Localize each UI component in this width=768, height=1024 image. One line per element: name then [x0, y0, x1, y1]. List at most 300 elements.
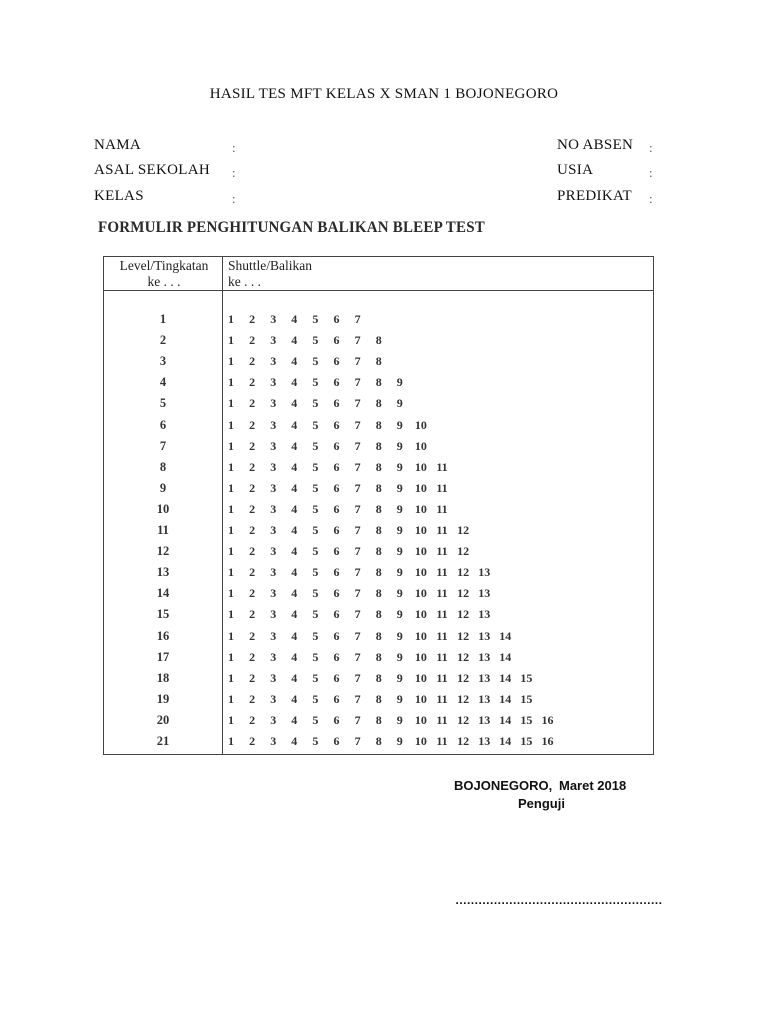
- shuttle-number: 7: [354, 396, 361, 411]
- shuttle-number: 3: [270, 607, 277, 622]
- shuttle-number: 12: [457, 712, 470, 727]
- shuttle-number: 4: [291, 375, 298, 390]
- header-shuttle-line2: ke . . .: [228, 274, 261, 289]
- shuttle-number: 1: [228, 628, 234, 643]
- shuttle-number: 10: [414, 438, 427, 453]
- table-row: [104, 669, 653, 689]
- shuttle-number: 15: [520, 712, 533, 727]
- shuttle-number: 14: [499, 670, 512, 685]
- shuttle-number: 4: [291, 459, 298, 474]
- shuttle-number: 7: [354, 417, 361, 432]
- table-row: [104, 563, 653, 583]
- shuttle-number: 4: [291, 438, 298, 453]
- shuttle-number: 1: [228, 607, 234, 622]
- level-cell: 7: [159, 438, 167, 453]
- shuttle-number: 7: [354, 312, 361, 326]
- shuttle-number: 4: [291, 565, 298, 580]
- shuttle-number: 11: [436, 565, 448, 580]
- table-row: [104, 394, 653, 414]
- level-cell: 5: [159, 396, 167, 411]
- shuttle-number: 8: [375, 354, 382, 369]
- shuttle-number: 7: [354, 544, 361, 559]
- field-label-usia: USIA: [557, 162, 594, 178]
- shuttle-number: 1: [228, 501, 234, 516]
- shuttle-number: 6: [333, 691, 340, 706]
- shuttle-number: 2: [249, 565, 256, 580]
- shuttle-number: 13: [478, 628, 491, 643]
- shuttle-number: 10: [414, 459, 427, 474]
- shuttle-number: 15: [520, 691, 533, 706]
- shuttle-number: 3: [270, 544, 277, 559]
- level-cell: 11: [157, 523, 169, 537]
- shuttle-number: 1: [228, 396, 234, 411]
- level-cell: 9: [159, 480, 167, 495]
- shuttle-number: 5: [312, 480, 319, 495]
- shuttle-number: 1: [228, 565, 234, 580]
- shuttle-number: 12: [457, 607, 470, 622]
- field-colon-no-absen: :: [649, 140, 653, 155]
- shuttle-number: 1: [228, 333, 234, 348]
- shuttle-number: 1: [228, 734, 234, 748]
- field-colon-usia: :: [649, 165, 653, 180]
- shuttle-number: 5: [312, 438, 319, 453]
- shuttle-number: 12: [457, 523, 470, 537]
- shuttle-number: 2: [249, 544, 256, 559]
- shuttle-number: 2: [249, 480, 256, 495]
- shuttle-number: 4: [291, 734, 298, 748]
- shuttle-number: 7: [354, 459, 361, 474]
- shuttle-number: 10: [414, 565, 427, 580]
- shuttle-number: 5: [312, 375, 319, 390]
- shuttle-number: 10: [414, 586, 427, 601]
- shuttle-number: 13: [478, 712, 491, 727]
- level-cell: 12: [156, 544, 170, 559]
- shuttle-number: 9: [396, 734, 403, 748]
- shuttle-number: 4: [291, 691, 298, 706]
- field-colon-kelas: :: [232, 191, 236, 206]
- shuttle-number: 11: [436, 586, 448, 601]
- signature-date: Maret 2018: [559, 778, 627, 793]
- shuttle-number: 9: [396, 670, 403, 685]
- shuttle-number: 2: [249, 734, 256, 748]
- shuttle-number: 1: [228, 438, 234, 453]
- signature-role: Penguji: [518, 796, 565, 811]
- shuttle-number: 2: [249, 586, 256, 601]
- shuttle-number: 9: [396, 565, 403, 580]
- level-cell: 18: [156, 670, 170, 685]
- shuttle-number: 6: [333, 438, 340, 453]
- shuttle-number: 14: [499, 691, 512, 706]
- shuttle-number: 7: [354, 375, 361, 390]
- shuttle-number: 8: [375, 691, 382, 706]
- shuttle-number: 10: [414, 501, 427, 516]
- shuttle-number: 4: [291, 649, 298, 664]
- shuttle-number: 11: [436, 628, 448, 643]
- shuttle-number: 5: [312, 628, 319, 643]
- table-row: [104, 479, 653, 499]
- table-row: [104, 310, 653, 330]
- shuttle-number: 3: [270, 417, 277, 432]
- bleep-test-table: [103, 256, 654, 755]
- shuttle-number: 2: [249, 354, 256, 369]
- shuttle-number: 3: [270, 459, 277, 474]
- shuttle-number: 8: [375, 544, 382, 559]
- shuttle-number: 10: [414, 628, 427, 643]
- shuttle-number: 3: [270, 734, 277, 748]
- shuttle-number: 6: [333, 501, 340, 516]
- shuttle-number: 7: [354, 438, 361, 453]
- shuttle-number: 7: [354, 523, 361, 537]
- shuttle-number: 2: [249, 649, 256, 664]
- shuttle-number: 10: [414, 607, 427, 622]
- shuttle-number: 2: [249, 712, 256, 727]
- shuttle-number: 2: [249, 523, 256, 537]
- shuttle-number: 5: [312, 396, 319, 411]
- shuttle-number: 8: [375, 649, 382, 664]
- shuttle-number: 3: [270, 691, 277, 706]
- shuttle-number: 16: [541, 734, 554, 748]
- shuttle-number: 4: [291, 480, 298, 495]
- shuttle-number: 13: [478, 607, 491, 622]
- shuttle-number: 7: [354, 565, 361, 580]
- shuttle-number: 3: [270, 586, 277, 601]
- shuttle-number: 2: [249, 375, 256, 390]
- level-cell: 16: [156, 628, 170, 643]
- signature-place: BOJONEGORO,: [454, 778, 553, 793]
- shuttle-number: 7: [354, 712, 361, 727]
- shuttle-number: 5: [312, 586, 319, 601]
- level-cell: 19: [156, 691, 170, 706]
- shuttle-number: 4: [291, 417, 298, 432]
- table-row: [104, 627, 653, 647]
- shuttle-number: 2: [249, 417, 256, 432]
- table-row: [104, 331, 653, 351]
- table-row: [104, 437, 653, 457]
- shuttle-number: 6: [333, 628, 340, 643]
- shuttle-number: 7: [354, 649, 361, 664]
- shuttle-number: 8: [375, 607, 382, 622]
- shuttle-number: 10: [414, 734, 427, 748]
- shuttle-number: 9: [396, 375, 403, 390]
- shuttle-number: 6: [333, 417, 340, 432]
- field-colon-predikat: :: [649, 191, 653, 206]
- shuttle-number: 5: [312, 649, 319, 664]
- shuttle-number: 9: [396, 712, 403, 727]
- shuttle-number: 9: [396, 691, 403, 706]
- page-title: HASIL TES MFT KELAS X SMAN 1 BOJONEGORO: [209, 86, 559, 102]
- shuttle-number: 5: [312, 565, 319, 580]
- table-row: [104, 605, 653, 625]
- shuttle-number: 5: [312, 459, 319, 474]
- shuttle-number: 8: [375, 501, 382, 516]
- level-cell: 20: [156, 712, 170, 727]
- shuttle-number: 10: [414, 712, 427, 727]
- shuttle-number: 3: [270, 438, 277, 453]
- shuttle-number: 4: [291, 712, 298, 727]
- shuttle-number: 11: [436, 501, 448, 516]
- shuttle-number: 10: [414, 480, 427, 495]
- shuttle-number: 11: [436, 544, 448, 559]
- shuttle-number: 2: [249, 628, 256, 643]
- shuttle-number: 14: [499, 628, 512, 643]
- shuttle-number: 5: [312, 333, 319, 348]
- shuttle-number: 6: [333, 459, 340, 474]
- shuttle-number: 1: [228, 544, 234, 559]
- table-row: [104, 732, 653, 752]
- shuttle-number: 6: [333, 396, 340, 411]
- table-row: [104, 352, 653, 372]
- shuttle-number: 2: [249, 501, 256, 516]
- shuttle-number: 9: [396, 649, 403, 664]
- level-cell: 15: [156, 607, 170, 622]
- level-cell: 14: [156, 586, 170, 601]
- field-label-no-absen: NO ABSEN: [557, 137, 634, 153]
- field-colon-nama: :: [232, 140, 236, 155]
- signature-line: ………………………………………………: [455, 893, 662, 907]
- shuttle-number: 7: [354, 586, 361, 601]
- shuttle-number: 12: [457, 544, 470, 559]
- shuttle-number: 3: [270, 649, 277, 664]
- shuttle-number: 7: [354, 734, 361, 748]
- shuttle-number: 3: [270, 333, 277, 348]
- shuttle-number: 5: [312, 312, 319, 326]
- shuttle-number: 11: [436, 734, 448, 748]
- shuttle-number: 14: [499, 734, 512, 748]
- shuttle-number: 4: [291, 501, 298, 516]
- shuttle-number: 3: [270, 375, 277, 390]
- shuttle-number: 9: [396, 417, 403, 432]
- shuttle-number: 13: [478, 586, 491, 601]
- shuttle-number: 9: [396, 544, 403, 559]
- shuttle-number: 12: [457, 670, 470, 685]
- shuttle-number: 12: [457, 586, 470, 601]
- shuttle-number: 2: [249, 333, 256, 348]
- shuttle-number: 4: [291, 523, 298, 537]
- field-label-nama: NAMA: [94, 137, 142, 153]
- shuttle-number: 11: [436, 649, 448, 664]
- shuttle-number: 3: [270, 565, 277, 580]
- level-cell: 4: [159, 375, 167, 390]
- shuttle-number: 6: [333, 480, 340, 495]
- shuttle-number: 6: [333, 607, 340, 622]
- level-cell: 10: [156, 501, 170, 516]
- shuttle-number: 9: [396, 501, 403, 516]
- header-level: [108, 258, 220, 290]
- shuttle-number: 1: [228, 375, 234, 390]
- form-title: FORMULIR PENGHITUNGAN BALIKAN BLEEP TEST: [98, 219, 485, 237]
- table-row: [104, 373, 653, 393]
- shuttle-number: 1: [228, 670, 234, 685]
- shuttle-number: 9: [396, 523, 403, 537]
- table-row: [104, 500, 653, 520]
- shuttle-number: 3: [270, 670, 277, 685]
- shuttle-number: 7: [354, 501, 361, 516]
- shuttle-number: 8: [375, 438, 382, 453]
- shuttle-number: 1: [228, 312, 234, 326]
- shuttle-number: 4: [291, 607, 298, 622]
- shuttle-number: 16: [541, 712, 554, 727]
- shuttle-number: 1: [228, 354, 234, 369]
- shuttle-number: 12: [457, 628, 470, 643]
- level-cell: 8: [159, 459, 167, 474]
- shuttle-number: 6: [333, 354, 340, 369]
- table-row: [104, 711, 653, 731]
- shuttle-number: 9: [396, 438, 403, 453]
- shuttle-number: 2: [249, 607, 256, 622]
- table-row: [104, 416, 653, 436]
- shuttle-number: 6: [333, 565, 340, 580]
- shuttle-number: 1: [228, 417, 234, 432]
- shuttle-number: 6: [333, 712, 340, 727]
- shuttle-number: 4: [291, 333, 298, 348]
- shuttle-number: 5: [312, 417, 319, 432]
- shuttle-number: 5: [312, 523, 319, 537]
- shuttle-number: 4: [291, 544, 298, 559]
- shuttle-number: 5: [312, 670, 319, 685]
- table-row: [104, 648, 653, 668]
- shuttle-number: 15: [520, 670, 533, 685]
- table-row: [104, 458, 653, 478]
- shuttle-number: 1: [228, 649, 234, 664]
- header-level-line1: Level/Tingkatan: [119, 258, 209, 273]
- shuttle-number: 10: [414, 649, 427, 664]
- shuttle-number: 8: [375, 523, 382, 537]
- shuttle-number: 13: [478, 691, 491, 706]
- shuttle-number: 8: [375, 396, 382, 411]
- level-cell: 21: [156, 734, 170, 748]
- shuttle-number: 11: [436, 712, 448, 727]
- shuttle-number: 7: [354, 607, 361, 622]
- shuttle-number: 9: [396, 480, 403, 495]
- shuttle-number: 8: [375, 333, 382, 348]
- table-row: [104, 542, 653, 562]
- shuttle-number: 5: [312, 712, 319, 727]
- shuttle-number: 10: [414, 417, 427, 432]
- shuttle-number: 4: [291, 628, 298, 643]
- shuttle-number: 12: [457, 565, 470, 580]
- shuttle-number: 5: [312, 691, 319, 706]
- shuttle-number: 11: [436, 691, 448, 706]
- shuttle-number: 2: [249, 670, 256, 685]
- field-label-kelas: KELAS: [94, 188, 144, 204]
- shuttle-number: 4: [291, 354, 298, 369]
- field-label-asal-sekolah: ASAL SEKOLAH: [94, 162, 210, 178]
- shuttle-number: 8: [375, 712, 382, 727]
- shuttle-number: 12: [457, 649, 470, 664]
- level-cell: 1: [159, 312, 167, 326]
- table-row: [104, 584, 653, 604]
- shuttle-number: 11: [436, 670, 448, 685]
- shuttle-number: 6: [333, 333, 340, 348]
- shuttle-number: 8: [375, 734, 382, 748]
- shuttle-number: 4: [291, 670, 298, 685]
- shuttle-number: 8: [375, 670, 382, 685]
- shuttle-number: 3: [270, 523, 277, 537]
- shuttle-number: 7: [354, 333, 361, 348]
- shuttle-number: 2: [249, 312, 256, 326]
- shuttle-number: 8: [375, 417, 382, 432]
- level-cell: 6: [159, 417, 167, 432]
- shuttle-number: 8: [375, 565, 382, 580]
- shuttle-number: 11: [436, 607, 448, 622]
- shuttle-number: 6: [333, 375, 340, 390]
- shuttle-number: 3: [270, 712, 277, 727]
- shuttle-number: 8: [375, 628, 382, 643]
- shuttle-number: 6: [333, 523, 340, 537]
- level-cell: 3: [159, 354, 167, 369]
- shuttle-number: 6: [333, 586, 340, 601]
- shuttle-number: 1: [228, 459, 234, 474]
- shuttle-number: 3: [270, 312, 277, 326]
- level-cell: 2: [159, 333, 167, 348]
- shuttle-number: 5: [312, 354, 319, 369]
- shuttle-number: 14: [499, 649, 512, 664]
- shuttle-number: 6: [333, 544, 340, 559]
- shuttle-number: 5: [312, 734, 319, 748]
- shuttle-number: 4: [291, 586, 298, 601]
- shuttle-number: 13: [478, 734, 491, 748]
- shuttle-number: 5: [312, 544, 319, 559]
- table-row: [104, 690, 653, 710]
- shuttle-number: 5: [312, 607, 319, 622]
- shuttle-number: 8: [375, 480, 382, 495]
- shuttle-number: 10: [414, 523, 427, 537]
- shuttle-number: 14: [499, 712, 512, 727]
- shuttle-number: 10: [414, 670, 427, 685]
- shuttle-number: 13: [478, 670, 491, 685]
- shuttle-number: 12: [457, 734, 470, 748]
- shuttle-number: 1: [228, 523, 234, 537]
- shuttle-number: 3: [270, 480, 277, 495]
- shuttle-number: 9: [396, 586, 403, 601]
- shuttle-number: 8: [375, 375, 382, 390]
- shuttle-number: 4: [291, 312, 298, 326]
- shuttle-number: 12: [457, 691, 470, 706]
- header-shuttle: [228, 258, 312, 290]
- shuttle-number: 2: [249, 438, 256, 453]
- level-cell: 17: [156, 649, 170, 664]
- shuttle-number: 1: [228, 586, 234, 601]
- shuttle-number: 2: [249, 691, 256, 706]
- shuttle-number: 6: [333, 312, 340, 326]
- shuttle-number: 7: [354, 354, 361, 369]
- header-shuttle-line1: Shuttle/Balikan: [228, 258, 312, 273]
- shuttle-number: 15: [520, 734, 533, 748]
- header-divider: [104, 290, 653, 291]
- shuttle-number: 11: [436, 523, 448, 537]
- shuttle-number: 10: [414, 544, 427, 559]
- field-label-predikat: PREDIKAT: [557, 188, 632, 204]
- shuttle-number: 3: [270, 501, 277, 516]
- shuttle-number: 2: [249, 396, 256, 411]
- shuttle-number: 3: [270, 396, 277, 411]
- shuttle-number: 4: [291, 396, 298, 411]
- shuttle-number: 2: [249, 459, 256, 474]
- shuttle-number: 1: [228, 712, 234, 727]
- shuttle-number: 9: [396, 628, 403, 643]
- level-cell: 13: [156, 565, 170, 580]
- shuttle-number: 6: [333, 734, 340, 748]
- shuttle-number: 8: [375, 459, 382, 474]
- shuttle-number: 7: [354, 480, 361, 495]
- shuttle-number: 13: [478, 565, 491, 580]
- shuttle-number: 7: [354, 691, 361, 706]
- shuttle-number: 10: [414, 691, 427, 706]
- shuttle-number: 6: [333, 670, 340, 685]
- table-row: [104, 521, 653, 541]
- shuttle-number: 3: [270, 628, 277, 643]
- shuttle-number: 7: [354, 628, 361, 643]
